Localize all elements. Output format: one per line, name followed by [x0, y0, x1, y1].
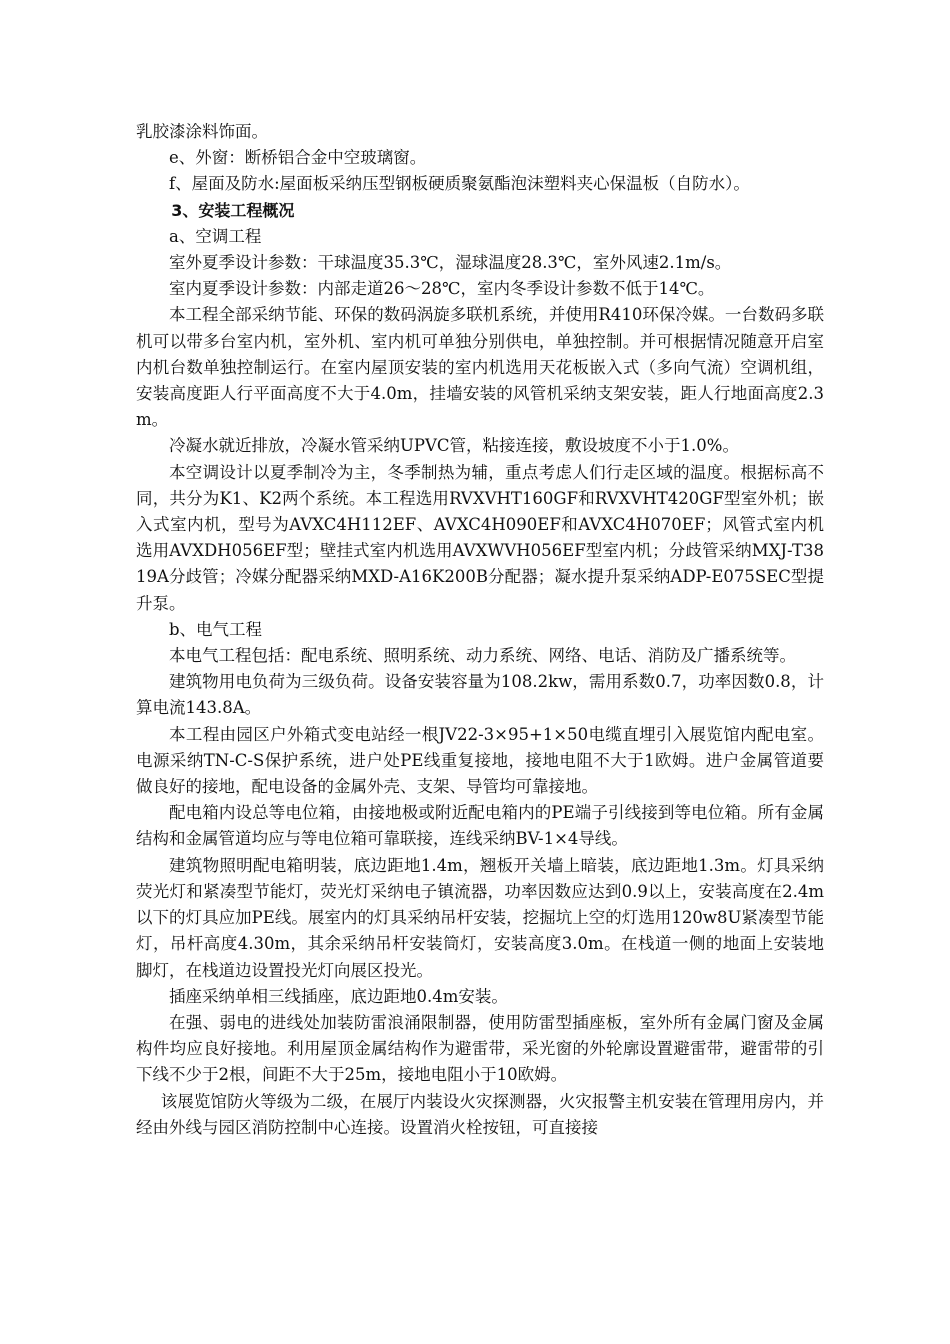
paragraph-roof-waterproofing: f、屋面及防水:屋面板采纳压型钢板硬质聚氨酯泡沫塑料夹心保温板（自防水）。: [169, 174, 750, 194]
paragraph-continuation: 乳胶漆涂料饰面。: [136, 122, 268, 141]
paragraph-exterior-window: e、外窗：断桥铝合金中空玻璃窗。: [169, 148, 427, 168]
paragraph-power-supply: 本工程由园区户外箱式变电站经一根JV22-3×95+1×50电缆直埋引入展览馆内配电室。电源采纳TN-C-S保护系统，进户处PE线重复接地，接地电阻不大于1欧姆。进户金属管道要做良好的接地，配电设备的金属外壳、支架、导管均可靠接地。: [136, 724, 824, 797]
subheading-electrical: b、电气工程: [169, 619, 263, 639]
paragraph-sockets: 插座采纳单相三线插座，底边距地0.4m安装。: [169, 986, 508, 1006]
paragraph-condensate: 冷凝水就近排放，冷凝水管采纳UPVC管，粘接连接，敷设坡度不小于1.0%。: [169, 436, 739, 456]
paragraph-hvac-design: 本空调设计以夏季制冷为主，冬季制热为辅，重点考虑人们行走区域的温度。根据标高不同，共分为K1、K2两个系统。本工程选用RVXVHT160GF和RVXVHT420GF型室外机；嵌入式室内机，型号为AVXC4H112EF、AVXC4H090EF和AVXC4H070EF；风管式室内机选用AVXDH056EF型；壁挂式室内机选用AVXWVH056EF型室内机；分歧管采纳MXJ-T3819A分歧管；冷媒分配器采纳MXD-A16K200B分配器；凝水提升泵采纳ADP-E075SEC型提升泵。: [136, 462, 824, 613]
section-heading-installation: 3、安装工程概况: [171, 200, 295, 220]
paragraph-vrf-system: 本工程全部采纳节能、环保的数码涡旋多联机系统，并使用R410环保冷媒。一台数码多联机可以带多台室内机，室外机、室内机可单独分别供电，单独控制。并可根据情况随意开启室内机台数单独控制运行。在室内屋顶安装的室内机选用天花板嵌入式（多向气流）空调机组，安装高度距人行平面高度不大于4.0m，挂墙安装的风管机采纳支架安装，距人行地面高度2.3m。: [136, 305, 824, 430]
document-body: [136, 119, 824, 1141]
paragraph-lightning-protection: 在强、弱电的进线处加装防雷浪涌限制器，使用防雷型插座板，室外所有金属门窗及金属构件均应良好接地。利用屋顶金属结构作为避雷带，采光窗的外轮廓设置避雷带，避雷带的引下线不少于2根，间距不大于25m，接地电阻小于10欧姆。: [136, 1012, 824, 1085]
paragraph-outdoor-summer-params: 室外夏季设计参数：干球温度35.3℃，湿球温度28.3℃，室外风速2.1m/s。: [169, 253, 732, 273]
subheading-hvac: a、空调工程: [169, 226, 262, 246]
paragraph-electrical-scope: 本电气工程包括：配电系统、照明系统、动力系统、网络、电话、消防及广播系统等。: [169, 646, 796, 666]
paragraph-equipotential: 配电箱内设总等电位箱，由接地极或附近配电箱内的PE端子引线接到等电位箱。所有金属结构和金属管道均应与等电位箱可靠联接，连线采纳BV-1×4导线。: [136, 803, 824, 849]
paragraph-load: 建筑物用电负荷为三级负荷。设备安装容量为108.2kw，需用系数0.7，功率因数0.8，计算电流143.8A。: [136, 672, 824, 718]
paragraph-indoor-params: 室内夏季设计参数：内部走道26～28℃，室内冬季设计参数不低于14℃。: [169, 279, 715, 299]
paragraph-lighting: 建筑物照明配电箱明装，底边距地1.4m，翘板开关墙上暗装，底边距地1.3m。灯具采纳荧光灯和紧凑型节能灯，荧光灯采纳电子镇流器，功率因数应达到0.9以上，安装高度在2.4m以下的灯具应加PE线。展室内的灯具采纳吊杆安装，挖掘坑上空的灯选用120w8U紧凑型节能灯，吊杆高度4.30m，其余采纳吊杆安装筒灯，安装高度3.0m。在栈道一侧的地面上安装地脚灯，在栈道边设置投光灯向展区投光。: [136, 855, 824, 980]
paragraph-fire-alarm: 该展览馆防火等级为二级，在展厅内装设火灾探测器，火灾报警主机安装在管理用房内，并经由外线与园区消防控制中心连接。设置消火栓按钮，可直接接: [136, 1091, 824, 1137]
